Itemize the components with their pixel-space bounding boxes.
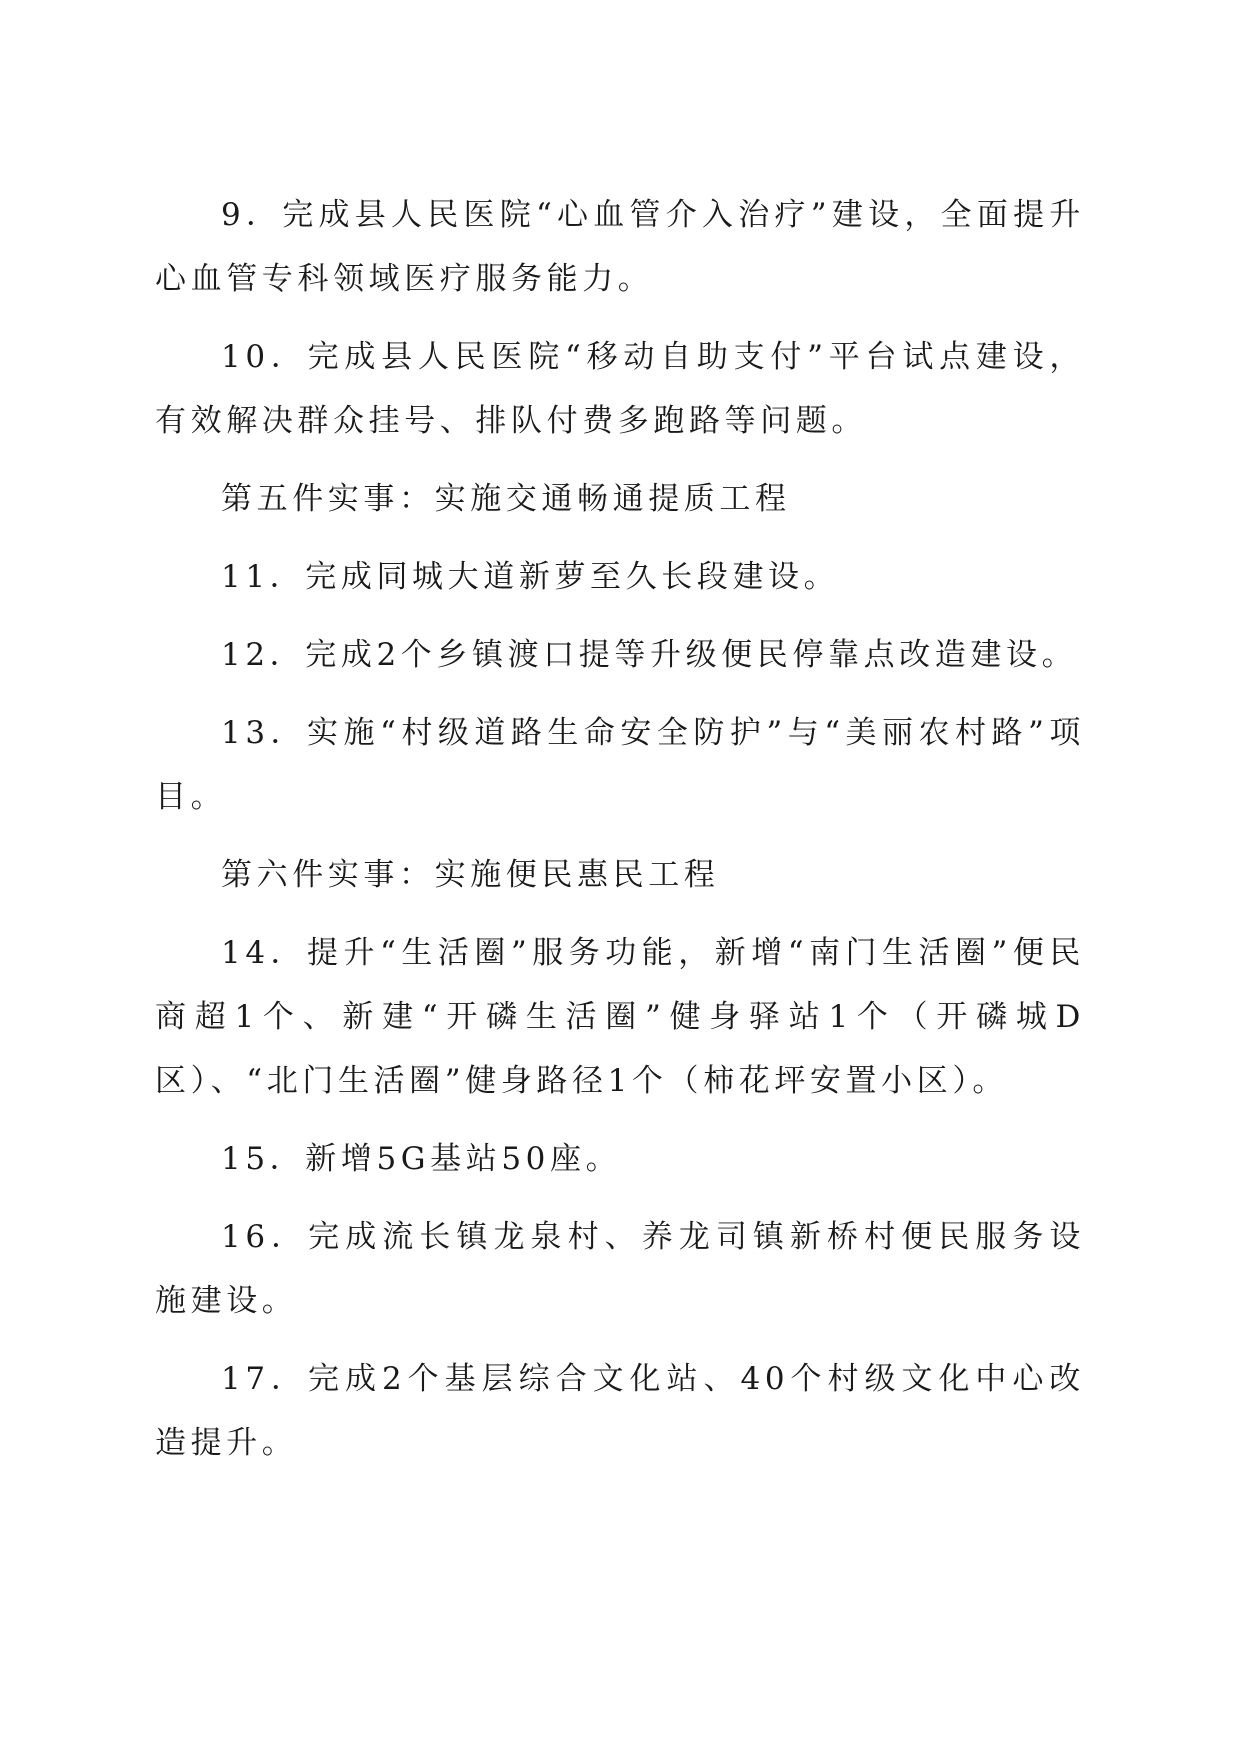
item-10-paragraph: 10．完成县人民医院“移动自助支付”平台试点建设，有效解决群众挂号、排队付费多跑路等问题。 xyxy=(155,339,1085,439)
item-13-paragraph: 13．实施“村级道路生命安全防护”与“美丽农村路”项目。 xyxy=(155,715,1085,815)
item-12-paragraph: 12．完成2个乡镇渡口提等升级便民停靠点改造建设。 xyxy=(221,637,1078,673)
item-16-paragraph: 16．完成流长镇龙泉村、养龙司镇新桥村便民服务设施建设。 xyxy=(155,1219,1085,1319)
item-15-paragraph: 15．新增5G基站50座。 xyxy=(221,1141,622,1177)
section-5-heading: 第五件实事：实施交通畅通提质工程 xyxy=(221,481,791,517)
section-6-heading: 第六件实事：实施便民惠民工程 xyxy=(221,857,720,893)
document-body xyxy=(155,183,1085,1489)
item-14-paragraph: 14．提升“生活圈”服务功能，新增“南门生活圈”便民商超1个、新建“开磷生活圈”健身驿站1个（开磷城D区）、“北门生活圈”健身路径1个（柿花坪安置小区）。 xyxy=(155,935,1085,1099)
item-11-paragraph: 11．完成同城大道新萝至久长段建设。 xyxy=(221,559,840,595)
item-9-paragraph: 9．完成县人民医院“心血管介入治疗”建设，全面提升心血管专科领域医疗服务能力。 xyxy=(155,197,1085,297)
item-17-paragraph: 17．完成2个基层综合文化站、40个村级文化中心改造提升。 xyxy=(155,1361,1085,1461)
